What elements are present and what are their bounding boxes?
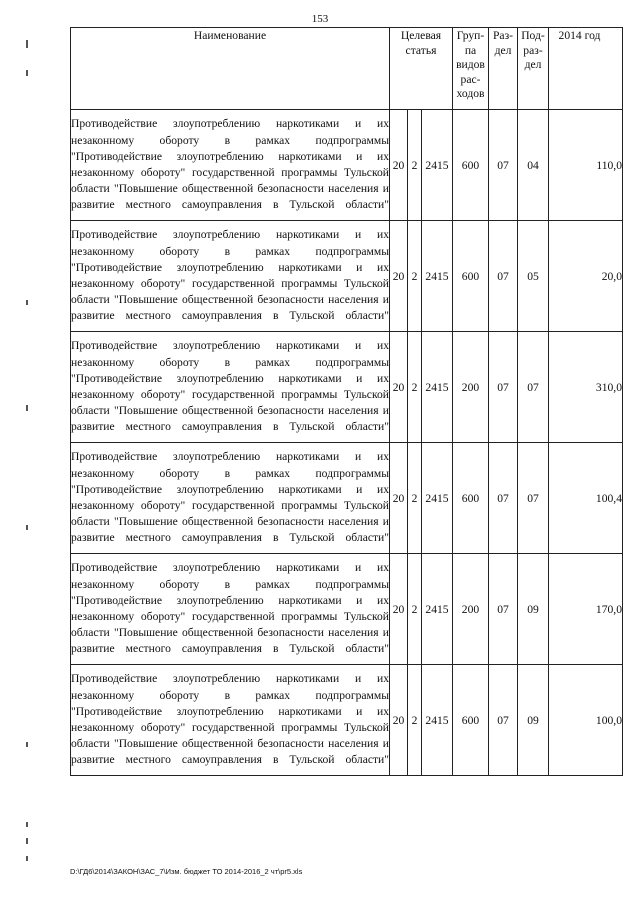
row-cs2: 2 — [408, 554, 422, 665]
file-path-footer: D:\ГД6\2014\ЗАКОН\ЗАС_7\Изм. бюджет ТО 2014-2016_2 чт\pr5.xls — [70, 867, 303, 876]
row-cs2: 2 — [408, 443, 422, 554]
table-row — [71, 110, 623, 221]
row-amount: 110,0 — [549, 110, 623, 221]
table-row — [71, 443, 623, 554]
row-cs1: 20 — [390, 332, 408, 443]
row-amount: 170,0 — [549, 554, 623, 665]
row-subsection: 09 — [518, 665, 549, 776]
row-expense-group: 600 — [453, 443, 489, 554]
header-section: Раз- дел — [489, 28, 518, 110]
row-cs3: 2415 — [422, 554, 453, 665]
row-expense-group: 200 — [453, 554, 489, 665]
row-expense-group: 600 — [453, 110, 489, 221]
header-expense-group: Груп- па видов рас- ходов — [453, 28, 489, 110]
table-row — [71, 332, 623, 443]
row-name: Противодействие злоупотреблению наркотиками и их незаконному обороту в рамках подпрограммы "Противодействие злоупотреблению наркотиками и их незаконному обороту" государственной программы Тульской области "Повышение общественной безопасности населения и развитие местного самоуправления в Тульской области" — [71, 332, 390, 443]
row-section: 07 — [489, 554, 518, 665]
row-cs2: 2 — [408, 665, 422, 776]
row-subsection: 07 — [518, 332, 549, 443]
header-target-article: Целевая статья — [390, 28, 453, 110]
row-cs1: 20 — [390, 665, 408, 776]
row-cs1: 20 — [390, 443, 408, 554]
row-amount: 310,0 — [549, 332, 623, 443]
row-amount: 100,4 — [549, 443, 623, 554]
row-name: Противодействие злоупотреблению наркотиками и их незаконному обороту в рамках подпрограммы "Противодействие злоупотреблению наркотиками и их незаконному обороту" государственной программы Тульской области "Повышение общественной безопасности населения и развитие местного самоуправления в Тульской области" — [71, 554, 390, 665]
row-cs1: 20 — [390, 554, 408, 665]
row-name: Противодействие злоупотреблению наркотиками и их незаконному обороту в рамках подпрограммы "Противодействие злоупотреблению наркотиками и их незаконному обороту" государственной программы Тульской области "Повышение общественной безопасности населения и развитие местного самоуправления в Тульской области" — [71, 110, 390, 221]
table-header — [71, 28, 623, 110]
row-cs1: 20 — [390, 221, 408, 332]
row-expense-group: 600 — [453, 221, 489, 332]
table-row — [71, 221, 623, 332]
row-section: 07 — [489, 221, 518, 332]
row-cs3: 2415 — [422, 443, 453, 554]
row-cs2: 2 — [408, 332, 422, 443]
row-name: Противодействие злоупотреблению наркотиками и их незаконному обороту в рамках подпрограммы "Противодействие злоупотреблению наркотиками и их незаконному обороту" государственной программы Тульской области "Повышение общественной безопасности населения и развитие местного самоуправления в Тульской области" — [71, 443, 390, 554]
row-amount: 100,0 — [549, 665, 623, 776]
budget-table — [70, 27, 623, 776]
row-subsection: 05 — [518, 221, 549, 332]
row-name: Противодействие злоупотреблению наркотиками и их незаконному обороту в рамках подпрограммы "Противодействие злоупотреблению наркотиками и их незаконному обороту" государственной программы Тульской области "Повышение общественной безопасности населения и развитие местного самоуправления в Тульской области" — [71, 221, 390, 332]
row-cs1: 20 — [390, 110, 408, 221]
row-cs2: 2 — [408, 221, 422, 332]
row-subsection: 09 — [518, 554, 549, 665]
row-cs3: 2415 — [422, 221, 453, 332]
row-cs3: 2415 — [422, 110, 453, 221]
table-row — [71, 665, 623, 776]
header-subsection: Под- раз- дел — [518, 28, 549, 110]
row-name: Противодействие злоупотреблению наркотиками и их незаконному обороту в рамках подпрограммы "Противодействие злоупотреблению наркотиками и их незаконному обороту" государственной программы Тульской области "Повышение общественной безопасности населения и развитие местного самоуправления в Тульской области" — [71, 665, 390, 776]
row-subsection: 04 — [518, 110, 549, 221]
header-year: 2014 год — [549, 28, 623, 110]
row-section: 07 — [489, 110, 518, 221]
scan-margin-marks — [26, 0, 30, 905]
row-subsection: 07 — [518, 443, 549, 554]
header-name: Наименование — [71, 28, 390, 110]
row-expense-group: 200 — [453, 332, 489, 443]
row-cs2: 2 — [408, 110, 422, 221]
row-cs3: 2415 — [422, 665, 453, 776]
row-section: 07 — [489, 665, 518, 776]
row-cs3: 2415 — [422, 332, 453, 443]
row-section: 07 — [489, 443, 518, 554]
row-section: 07 — [489, 332, 518, 443]
row-amount: 20,0 — [549, 221, 623, 332]
table-row — [71, 554, 623, 665]
row-expense-group: 600 — [453, 665, 489, 776]
page-number: 153 — [311, 13, 329, 25]
table-body — [71, 110, 623, 776]
